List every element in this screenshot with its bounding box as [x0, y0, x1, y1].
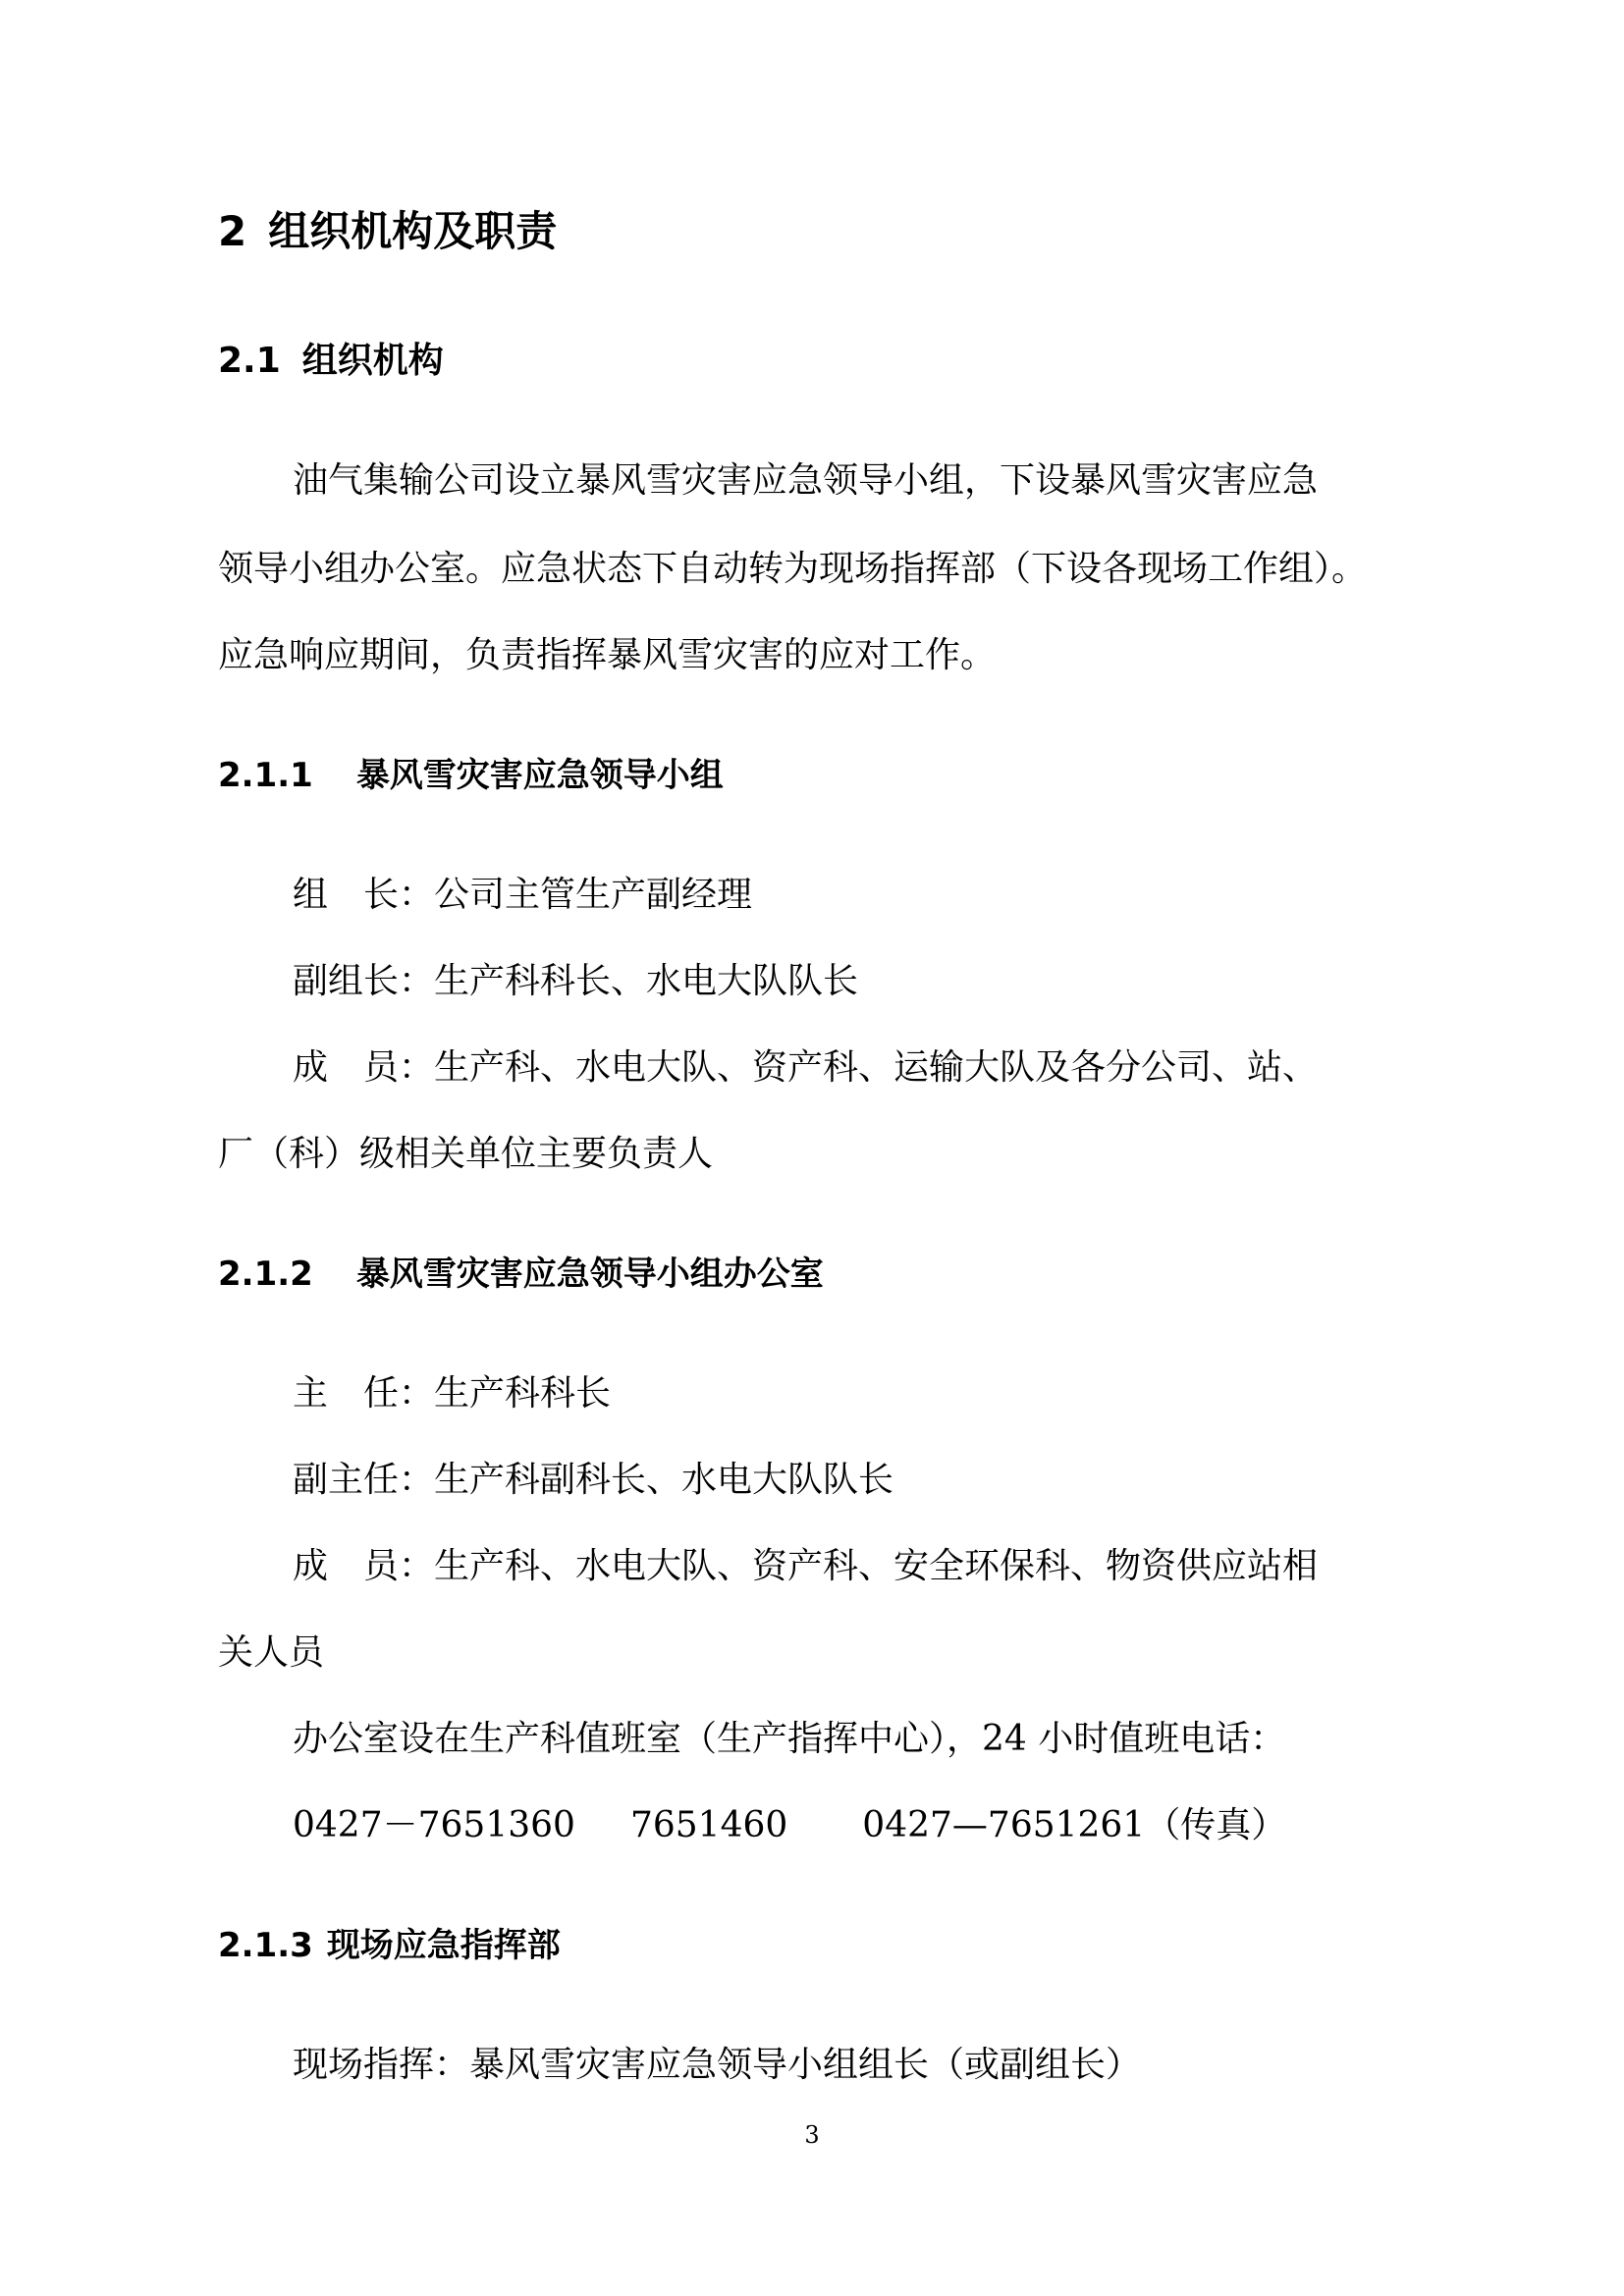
section-heading: [218, 206, 557, 257]
subsection-title: 暴风雪灾害应急领导小组: [355, 756, 724, 795]
member-line: 副组长：生产科科长、水电大队队长: [293, 961, 859, 1001]
member-line: 组 长：公司主管生产副经理: [293, 875, 753, 915]
subsection-number: 2.1.2: [218, 1255, 313, 1294]
subsection-title: 暴风雪灾害应急领导小组办公室: [355, 1255, 824, 1294]
subsection-number: 2.1.3: [218, 1926, 313, 1965]
command-line: 现场指挥：暴风雪灾害应急领导小组组长（或副组长）: [293, 2045, 1142, 2085]
phone-number: 7651460: [629, 1805, 788, 1845]
member-line: 主 任：生产科科长: [293, 1373, 612, 1414]
section-title: 组织机构及职责: [268, 207, 558, 255]
subsection-heading-2-1-3: [218, 1924, 561, 1967]
fax-number: 0427—7651261（传真）: [862, 1805, 1287, 1845]
member-line: 成 员：生产科、水电大队、资产科、运输大队及各分公司、站、: [293, 1047, 1319, 1088]
subsection-heading-2-1-1: [218, 754, 724, 797]
section-number: 2: [218, 207, 247, 255]
member-line: 副主任：生产科副科长、水电大队队长: [293, 1460, 894, 1500]
phone-number: 0427－7651360: [293, 1805, 575, 1845]
phone-line: [293, 1804, 1286, 1847]
office-line: 办公室设在生产科值班室（生产指挥中心），24 小时值班电话：: [293, 1719, 1286, 1759]
paragraph-line: 领导小组办公室。应急状态下自动转为现场指挥部（下设各现场工作组）。: [218, 549, 1368, 589]
member-line: 厂（科）级相关单位主要负责人: [218, 1134, 714, 1174]
paragraph-line: 油气集输公司设立暴风雪灾害应急领导小组，下设暴风雪灾害应急: [293, 460, 1319, 501]
page-number: 3: [804, 2121, 820, 2149]
member-line: 关人员: [218, 1632, 325, 1673]
subsection-heading-2-1-2: [218, 1253, 824, 1296]
paragraph-line: 应急响应期间，负责指挥暴风雪灾害的应对工作。: [218, 635, 997, 675]
subsection-number: 2.1: [218, 341, 281, 381]
subsection-title: 组织机构: [301, 341, 444, 381]
subsection-number: 2.1.1: [218, 756, 313, 795]
subsection-title: 现场应急指挥部: [326, 1926, 561, 1965]
member-line: 成 员：生产科、水电大队、资产科、安全环保科、物资供应站相: [293, 1546, 1319, 1586]
subsection-heading-2-1: [218, 340, 444, 383]
